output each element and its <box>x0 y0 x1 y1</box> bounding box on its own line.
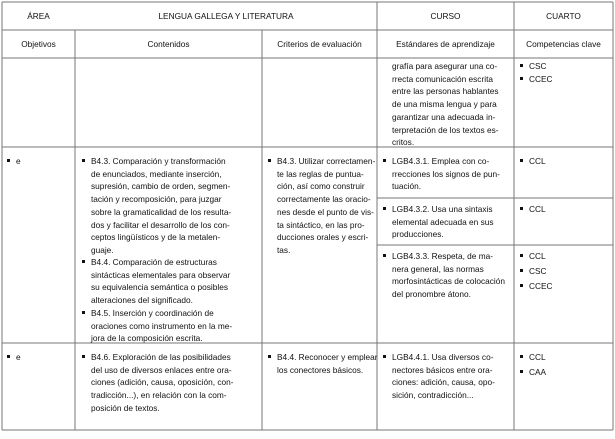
content-item: B4.6. Exploración de las posibilidades del uso de diversos enlaces entre ora- ciones (adición, causa, oposición, con- tradicción...), en relación con la com- posición de textos. <box>91 352 234 413</box>
header-area: ÁREA <box>27 11 50 21</box>
subheader-competences: Competencias clave <box>526 39 601 49</box>
subheader-standards: Estándares de aprendizaje <box>396 39 495 49</box>
content-item: B4.4. Comparación de estructuras sintácticas elementales para observar su equivalencia semántica o posibles alteraciones del significado. <box>91 257 231 306</box>
content-item: B4.5. Inserción y coordinación de oraciones como instrumento en la me- jora de la composición escrita. <box>91 308 233 344</box>
standard-item: LGB4.3.1. Emplea con co- rrecciones los signos de pun- tuación. <box>392 156 500 192</box>
standard-text: grafía para asegurar una co- rrecta comunicación escrita entre las personas hablantes de una misma lengua y para garantizar una adecuada in- terpretación de los textos es- critos. <box>392 61 499 148</box>
header-year: CUARTO <box>546 11 581 21</box>
objective: e <box>16 156 21 166</box>
competence-badge: CCL <box>529 251 546 261</box>
competence-badge: CCL <box>529 352 546 362</box>
competence-badge: CCL <box>529 156 546 166</box>
content-item: B4.3. Comparación y transformación de enunciados, mediante inserción, supresión, cambio de orden, segmen- tación y recomposición, para juzgar sobre la gramaticalidad de los resulta- dos y facilitar el desarrollo de los con- ceptos lingüísticos y de la metalen- guaje. <box>91 156 232 255</box>
header-subject: LENGUA GALLEGA Y LITERATURA <box>158 11 294 21</box>
subheader-objectives: Objetivos <box>21 39 56 49</box>
standard-item: LGB4.3.3. Respeta, de ma- nera general, las normas morfosintácticas de colocación del pronombre átono. <box>392 251 505 300</box>
competence-badge: CSC <box>529 61 547 71</box>
competence-badge: CCEC <box>529 281 553 291</box>
standard-item: LGB4.3.2. Usa una sintaxis elemental adecuada en sus producciones. <box>392 204 494 240</box>
subheader-criteria: Criterios de evaluación <box>277 39 362 49</box>
criterion: B4.3. Utilizar correctamen- te las reglas de puntua- ción, así como construir correctamente las oracio- nes desde el punto de vis- ta sintáctico, en las pro- ducciones orales y escri- tas. <box>277 156 376 255</box>
header-course: CURSO <box>430 11 461 21</box>
criterion: B4.4. Reconocer y emplear los conectores básicos. <box>277 352 378 375</box>
objective: e <box>16 352 21 362</box>
competence-badge: CCEC <box>529 74 553 84</box>
subheader-contents: Contenidos <box>147 39 190 49</box>
competence-badge: CCL <box>529 204 546 214</box>
standard-item: LGB4.4.1. Usa diversos co- nectores básicos entre ora- ciones: adición, causa, opo- sición, contradicción... <box>392 352 495 401</box>
competence-badge: CAA <box>529 367 547 377</box>
competence-badge: CSC <box>529 266 547 276</box>
